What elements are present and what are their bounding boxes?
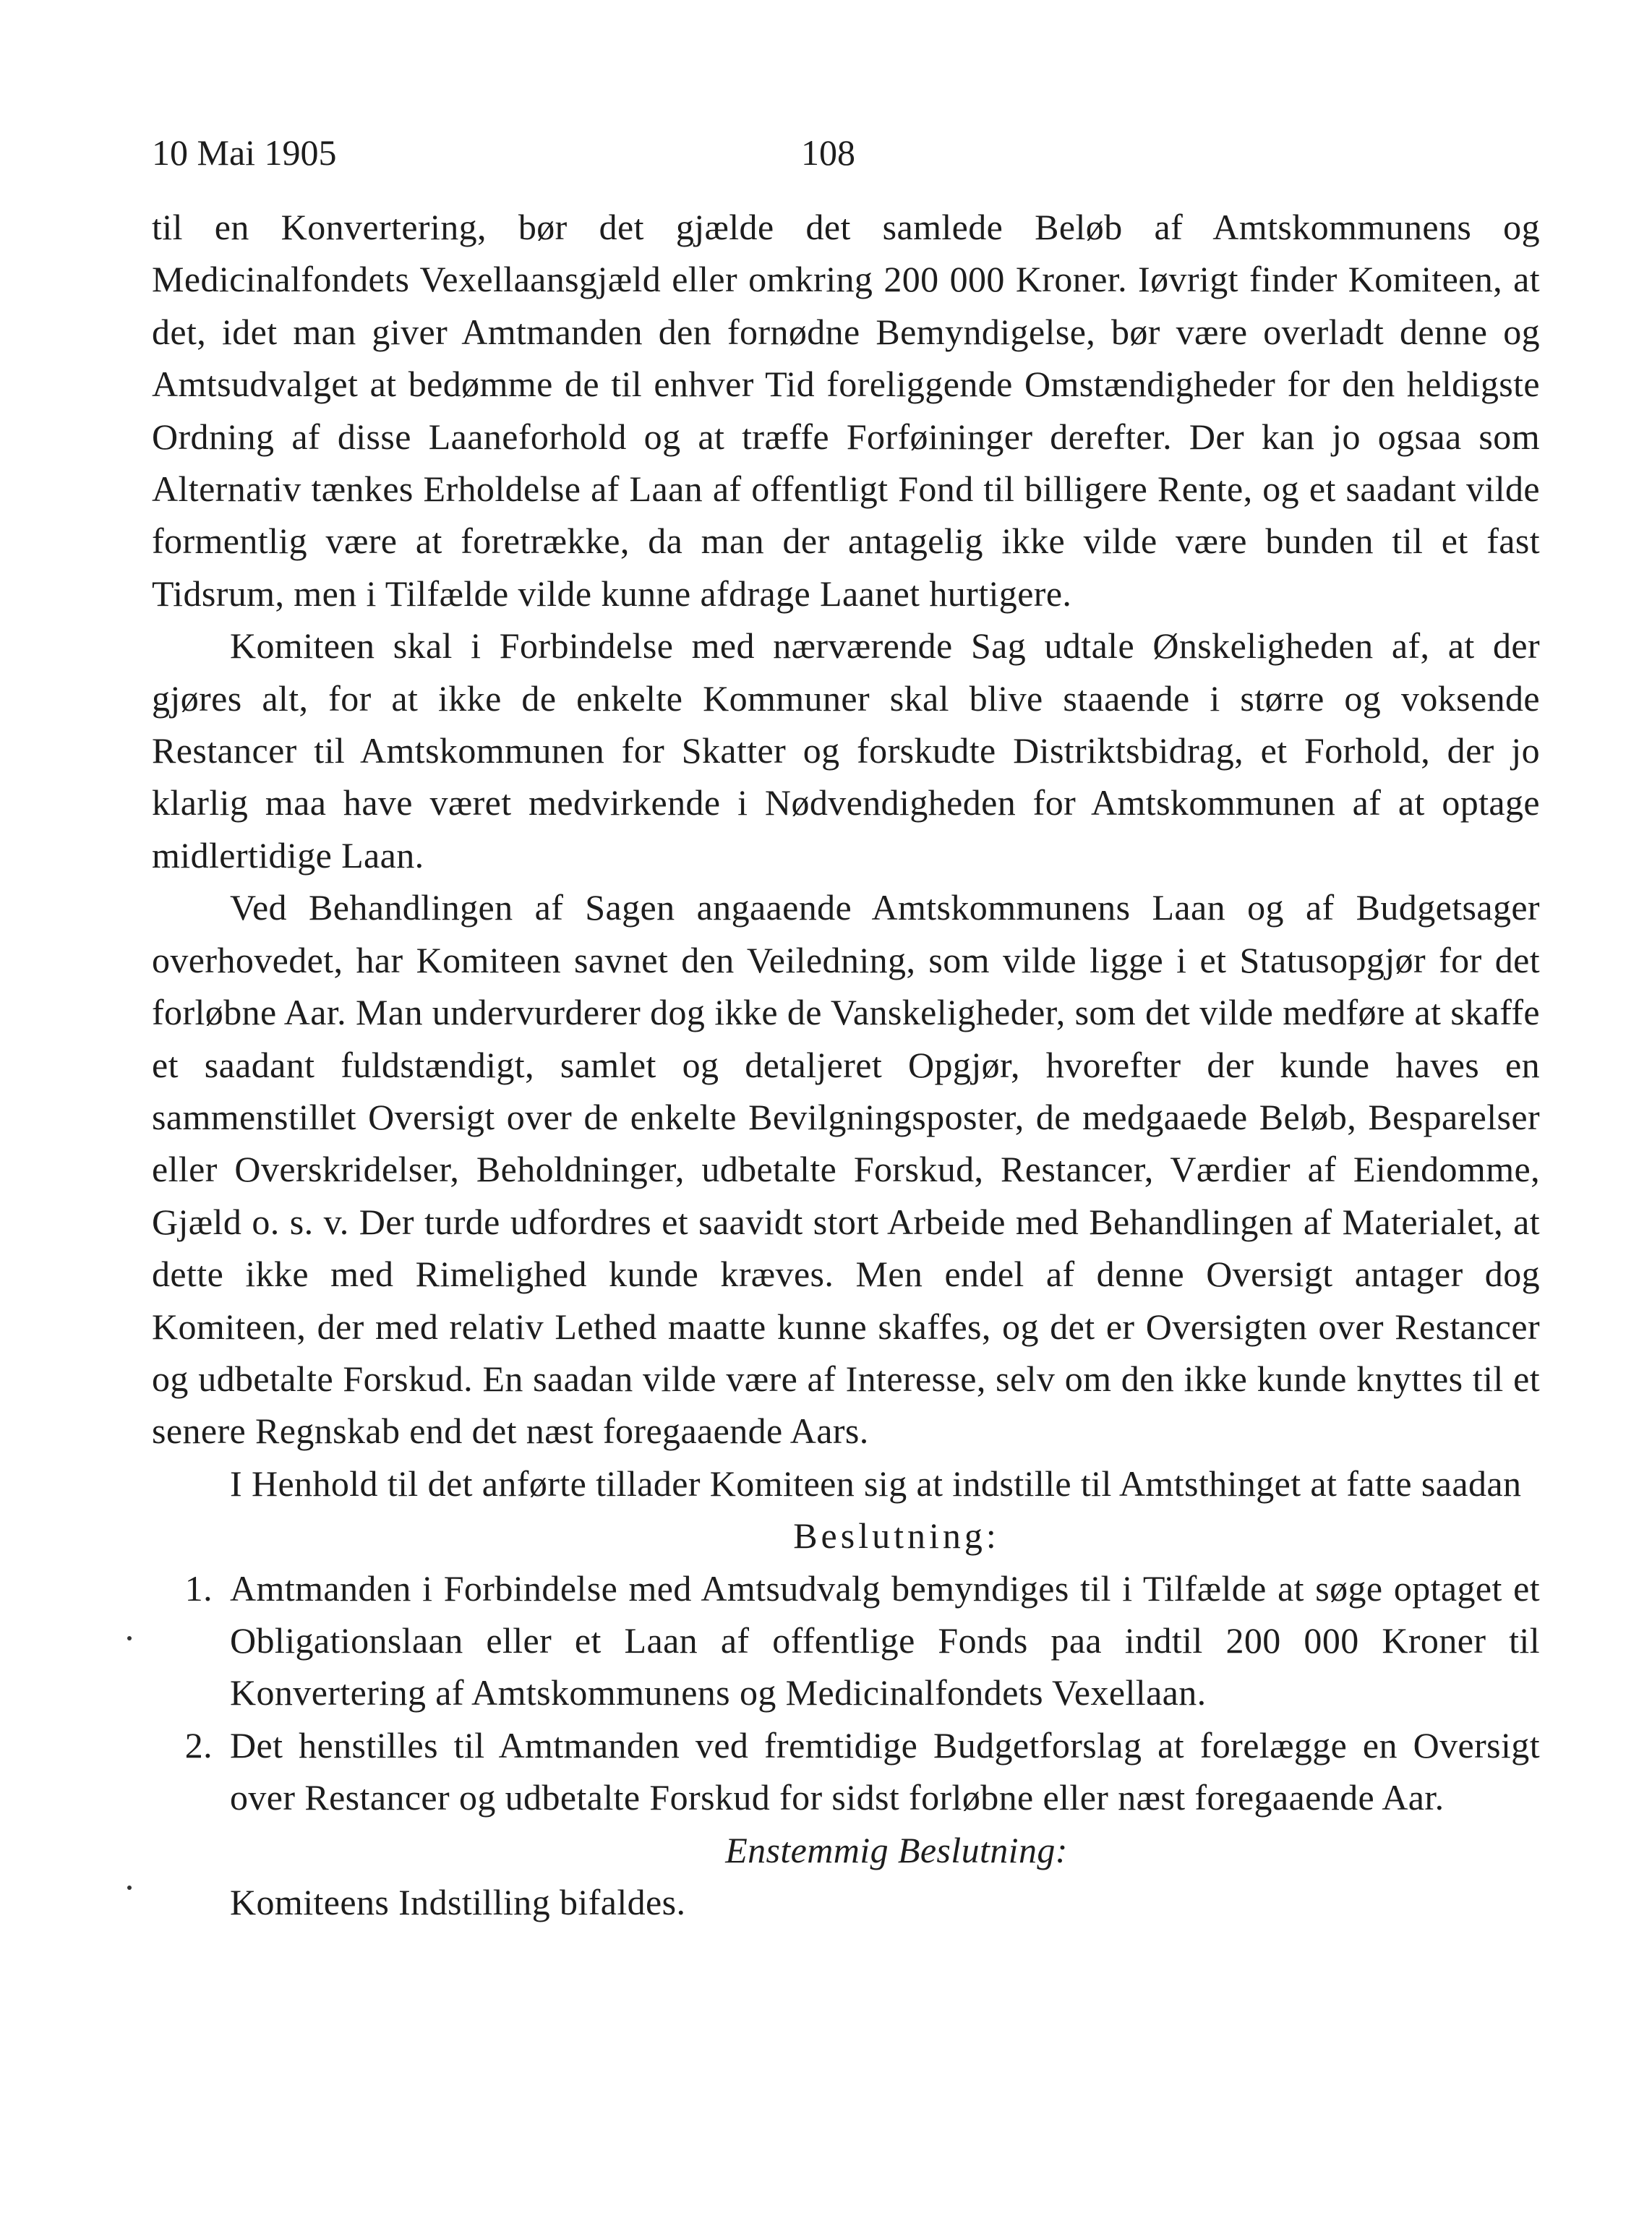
paragraph-statusopgjor: Ved Behandlingen af Sagen angaaende Amtskommunens Laan og af Budgetsager overhovedet, har Komiteen savnet den Veiledning, som vilde ligge i et Statusopgjør for det forløbne Aar. Man undervurderer dog ikke de Vanskeligheder, som det vilde medføre at skaffe et saadant fuldstændigt, samlet og detaljeret Opgjør, hvorefter der kunde haves en sammenstillet Oversigt over de enkelte Bevilgningsposter, de medgaaede Beløb, Besparelser eller Overskridelser, Beholdninger, udbetalte Forskud, Restancer, Værdier af Eiendomme, Gjæld o. s. v. Der turde udfordres et saavidt stort Arbeide med Behandlingen af Materialet, at dette ikke med Rimelighed kunde kræves. Men endel af denne Oversigt antager dog Komiteen, der med relativ Lethed maatte kunne skaffes, og det er Oversigten over Restancer og udbetalte Forskud. En saadan vilde være af Interesse, selv om den ikke kunde knyttes til et senere Regnskab end det næst foregaaende Aars. — [152, 887, 1540, 1452]
paragraph-continuation: til en Konvertering, bør det gjælde det samlede Beløb af Amtskommunens og Medicinalfondets Vexellaansgjæld eller omkring 200 000 Kroner. Iøvrigt finder Komiteen, at det, idet man giver Amtmanden den fornødne Bemyndigelse, bør være overladt denne og Amtsudvalget at bedømme de til enhver Tid foreliggende Omstændigheder for den heldigste Ordning af disse Laaneforhold og at træffe Forføininger derefter. Der kan jo ogsaa som Alternativ tænkes Erholdelse af Laan af offentligt Fond til billigere Rente, og et saadant vilde formentlig være at foretrække, da man der antagelig ikke vilde være bunden til et fast Tidsrum, men i Tilfælde vilde kunne afdrage Laanet hurtigere. — [152, 207, 1540, 614]
resolution-item-number: 2. — [184, 1724, 213, 1766]
page-number: 108 — [801, 132, 855, 173]
margin-speck — [127, 1886, 132, 1890]
paragraph-restancer: Komiteen skal i Forbindelse med nærværende Sag udtale Ønskeligheden af, at der gjøres alt, for at ikke de enkelte Kommuner skal blive staaende i større og voksende Restancer til Amtskommunen for Skatter og forskudte Distriktsbidrag, et Forhold, der jo klarlig maa have været medvirkende i Nødvendigheden for Amtskommunen af at optage midlertidige Laan. — [152, 625, 1540, 876]
resolution-item-2 — [152, 1719, 1540, 1824]
resolution-item-number: 1. — [184, 1567, 213, 1609]
body-text — [152, 201, 1540, 1928]
resolution-heading: Beslutning: — [793, 1515, 1000, 1557]
margin-speck — [127, 1636, 132, 1640]
resolution-item-text: Amtmanden i Forbindelse med Amtsudvalg bemyndiges til i Tilfælde at søge optaget et Obligationslaan eller et Laan af offentlige Fonds paa indtil 200 000 Kroner til Konvertering af Amtskommunens og Medicinalfondets Vexellaan. — [230, 1567, 1540, 1713]
resolution-item-text: Det henstilles til Amtmanden ved fremtidige Budgetforslag at forelægge en Oversigt over Restancer og udbetalte Forskud for sidst forløbne eller næst foregaaende Aar. — [230, 1724, 1540, 1818]
closing-line: Komiteens Indstilling bifaldes. — [230, 1882, 686, 1922]
page-header — [152, 127, 1525, 178]
unanimous-heading: Enstemmig Beslutning: — [725, 1829, 1068, 1870]
header-date: 10 Mai 1905 — [152, 132, 337, 173]
resolution-item-1 — [152, 1562, 1540, 1719]
paragraph-indstilling: I Henhold til det anførte tillader Komiteen sig at indstille til Amtsthinget at fatte saadan — [230, 1463, 1522, 1504]
